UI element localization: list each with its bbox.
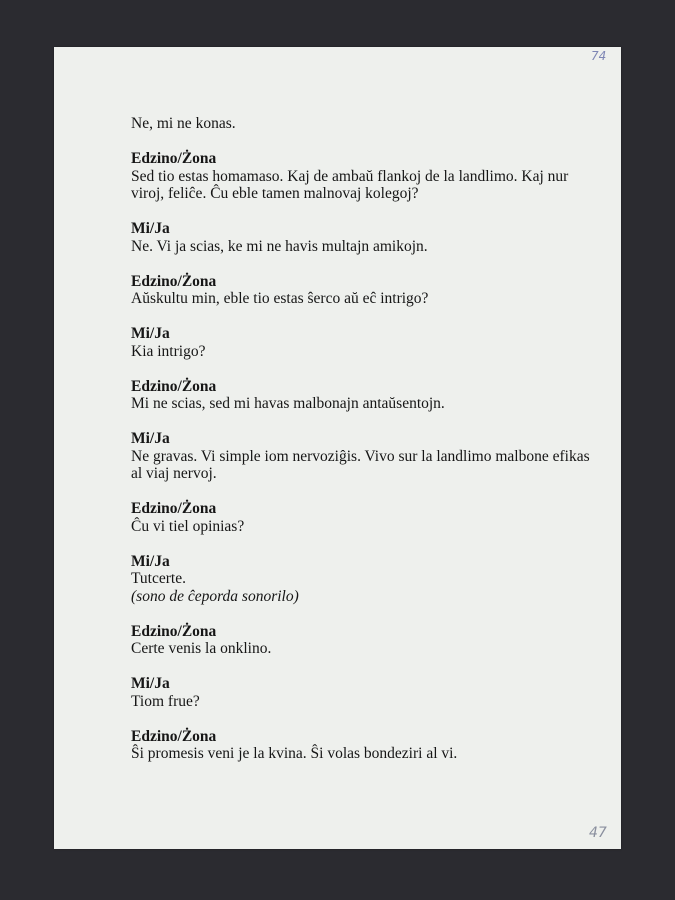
dialogue-block bbox=[131, 150, 591, 203]
dialogue-block bbox=[131, 553, 591, 606]
document-page bbox=[54, 47, 621, 849]
dialogue-block bbox=[131, 325, 591, 360]
dialogue-line: Sed tio estas homamaso. Kaj de ambaŭ flankoj de la landlimo. Kaj nur viroj, feliĉe. Ĉu eble tamen malnovaj kolegoj? bbox=[131, 167, 569, 202]
dialogue-line: Ŝi promesis veni je la kvina. Ŝi volas bondeziri al vi. bbox=[131, 745, 458, 762]
stage-direction: (sono de ĉeporda sonorilo) bbox=[131, 587, 299, 605]
archive-number-bottom: 47 bbox=[589, 825, 607, 841]
dialogue-block bbox=[131, 220, 591, 255]
speaker-name: Mi/Ja bbox=[131, 430, 170, 447]
dialogue-block bbox=[131, 115, 591, 133]
speaker-name: Mi/Ja bbox=[131, 552, 170, 570]
dialogue-line: Ne, mi ne konas. bbox=[131, 115, 236, 132]
dialogue-block bbox=[131, 500, 591, 535]
dialogue-block bbox=[131, 675, 591, 710]
speaker-name: Edzino/Żona bbox=[131, 377, 217, 395]
speaker-name: Mi/Ja bbox=[131, 220, 170, 237]
dialogue-block bbox=[131, 430, 591, 483]
dialogue-block bbox=[131, 728, 591, 763]
dialogue-line: Kia intrigo? bbox=[131, 342, 206, 360]
speaker-name: Mi/Ja bbox=[131, 675, 170, 692]
dialogue-line: Aŭskultu min, eble tio estas ŝerco aŭ eĉ intrigo? bbox=[131, 290, 429, 307]
dialogue-block bbox=[131, 273, 591, 308]
dialogue-line: Tiom frue? bbox=[131, 692, 200, 710]
dialogue-line: Tutcerte. bbox=[131, 570, 186, 587]
speaker-name: Mi/Ja bbox=[131, 325, 170, 342]
dialogue-line: Mi ne scias, sed mi havas malbonajn antaŭsentojn. bbox=[131, 395, 445, 412]
speaker-name: Edzino/Żona bbox=[131, 500, 217, 517]
dialogue-line: Certe venis la onklino. bbox=[131, 640, 272, 657]
dialogue-text bbox=[131, 115, 591, 780]
speaker-name: Edzino/Żona bbox=[131, 622, 217, 640]
dialogue-line: Ne. Vi ja scias, ke mi ne havis multajn amikojn. bbox=[131, 237, 428, 255]
dialogue-block bbox=[131, 378, 591, 413]
speaker-name: Edzino/Żona bbox=[131, 150, 217, 167]
dialogue-line: Ĉu vi tiel opinias? bbox=[131, 517, 245, 535]
dialogue-line: Ne gravas. Vi simple iom nervoziĝis. Vivo sur la landlimo malbone efikas al viaj nervoj. bbox=[131, 447, 590, 482]
archive-number-top: 74 bbox=[591, 49, 607, 63]
dialogue-block bbox=[131, 623, 591, 658]
speaker-name: Edzino/Żona bbox=[131, 272, 217, 290]
speaker-name: Edzino/Żona bbox=[131, 727, 217, 745]
